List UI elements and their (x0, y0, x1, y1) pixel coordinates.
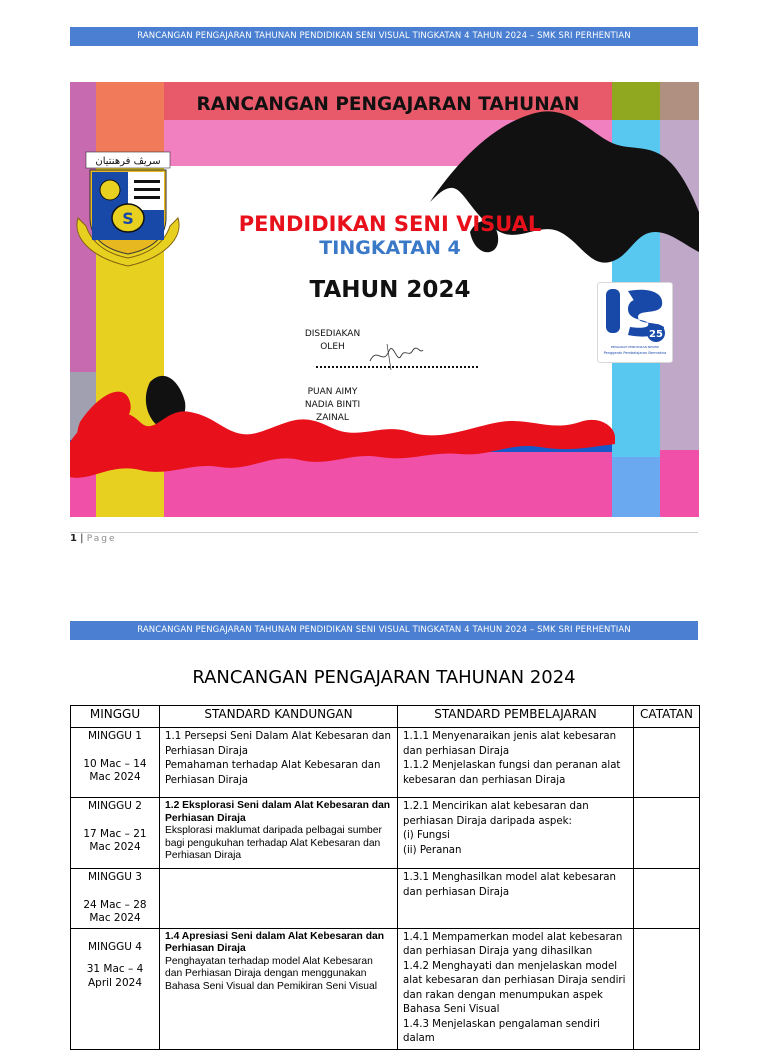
footer-rule (70, 532, 698, 533)
week-dates: 31 Mac – 4 April 2024 (86, 963, 144, 989)
running-header: RANCANGAN PENGAJARAN TAHUNAN PENDIDIKAN SENI VISUAL TINGKATAN 4 TAHUN 2024 – SMK SRI PERHENTIAN (70, 27, 698, 46)
svg-text:S: S (122, 209, 134, 228)
page-separator: | (80, 533, 84, 544)
learning-standard-cell (398, 798, 634, 869)
content-standard-cell (160, 928, 398, 1049)
week-dates: 10 Mac – 14 Mac 2024 (83, 757, 147, 783)
content-standard-line: Penghayatan terhadap model Alat Kebesaran dan Perhiasan Diraja dengan menggunakan Bahasa Seni Visual dan Pemikiran Seni Visual (165, 955, 377, 992)
content-standard-line: Eksplorasi maklumat daripada pelbagai sumber bagi pengukuhan terhadap Alat Kebesaran dan Perhiasan Diraja (165, 825, 382, 861)
week-cell (71, 928, 160, 1049)
signature-dotted-line (316, 366, 478, 368)
notes-cell (634, 798, 700, 869)
week-dates: 17 Mac – 21 Mac 2024 (83, 827, 147, 853)
learning-standard-line: 1.2.1 Mencirikan alat kebesaran dan perhiasan Diraja daripada aspek: (403, 801, 589, 827)
running-header-2: RANCANGAN PENGAJARAN TAHUNAN PENDIDIKAN SENI VISUAL TINGKATAN 4 TAHUN 2024 – SMK SRI PERHENTIAN (70, 621, 698, 640)
week-label: MINGGU 1 (88, 730, 142, 742)
table-row (71, 928, 700, 1049)
teacher-name-3: ZAINAL (316, 413, 349, 423)
learning-standard-line: 1.4.2 Menghayati dan menjelaskan model alat kebesaran dan perhiasan Diraja sendiri dan rakan dengan menumpukan aspek Bahasa Seni Visual (403, 960, 626, 1015)
content-standard-heading: 1.4 Apresiasi Seni dalam Alat Kebesaran dan Perhiasan Diraja (165, 930, 384, 954)
learning-standard-line: 1.4.1 Mempamerkan model alat kebesaran dan perhiasan Diraja yang dihasilkan (403, 931, 623, 957)
learning-standard-cell (398, 728, 634, 798)
page-word: Page (86, 534, 117, 544)
teacher-name-2: NADIA BINTI (304, 400, 361, 410)
learning-standard-line: 1.1.2 Menjelaskan fungsi dan peranan alat kebesaran dan perhiasan Diraja (403, 760, 621, 786)
department-logo (597, 282, 673, 363)
notes-cell (634, 728, 700, 798)
week-label: MINGGU 2 (88, 800, 142, 812)
col-header-week: MINGGU (71, 706, 160, 728)
week-dates: 24 Mac – 28 Mac 2024 (83, 898, 147, 924)
week-cell (71, 798, 160, 869)
lesson-plan-table (70, 705, 700, 1050)
page-number: 1 (70, 533, 77, 544)
content-standard-cell (160, 728, 398, 798)
prepared-by-label-1: DISEDIAKAN (304, 329, 361, 339)
content-standard-cell (160, 869, 398, 929)
learning-standard-line: 1.4.3 Menjelaskan pengalaman sendiri dalam (403, 1018, 600, 1044)
department-logo-icon (598, 283, 672, 345)
table-row (71, 798, 700, 869)
week-label: MINGGU 4 (88, 940, 142, 953)
logo-caption-2: Penggerak Pembelajaran Bermakna (603, 351, 667, 355)
col-header-learning-standard: STANDARD PEMBELAJARAN (398, 706, 634, 728)
cover-form: TINGKATAN 4 (319, 237, 461, 259)
week-cell (71, 869, 160, 929)
learning-standard-line: (i) Fungsi (403, 830, 450, 841)
cover-title: RANCANGAN PENGAJARAN TAHUNAN (196, 94, 580, 115)
week-label: MINGGU 3 (88, 871, 142, 883)
teacher-name-1: PUAN AIMY (307, 387, 358, 397)
notes-cell (634, 869, 700, 929)
col-header-notes: CATATAN (634, 706, 700, 728)
learning-standard-cell (398, 928, 634, 1049)
cover-page (70, 82, 699, 517)
content-standard-cell (160, 798, 398, 869)
col-header-content-standard: STANDARD KANDUNGAN (160, 706, 398, 728)
notes-cell (634, 928, 700, 1049)
document-title: RANCANGAN PENGAJARAN TAHUNAN 2024 (192, 667, 576, 688)
school-crest-icon (72, 148, 184, 274)
learning-standard-cell (398, 869, 634, 929)
page-footer (70, 533, 117, 544)
table-header-row (71, 706, 700, 728)
logo-caption-1: PENGARAH PENDIDIKAN NEGERI (610, 345, 660, 349)
prepared-by-label-2: OLEH (320, 342, 345, 352)
crest-jawi-text: سريڤ فرهنتيان (95, 156, 161, 167)
learning-standard-line: (ii) Peranan (403, 844, 462, 856)
cover-subject: PENDIDIKAN SENI VISUAL (238, 212, 542, 236)
content-standard-heading: 1.2 Eksplorasi Seni dalam Alat Kebesaran dan Perhiasan Diraja (165, 800, 391, 824)
content-standard-line: 1.1 Persepsi Seni Dalam Alat Kebesaran dan Perhiasan Diraja (165, 731, 391, 757)
learning-standard-line: 1.1.1 Menyenaraikan jenis alat kebesaran dan perhiasan Diraja (403, 731, 617, 757)
learning-standard-line: 1.3.1 Menghasilkan model alat kebesaran dan perhiasan Diraja (403, 872, 616, 898)
cover-year: TAHUN 2024 (309, 277, 471, 303)
table-row (71, 869, 700, 929)
table-row (71, 728, 700, 798)
logo-number: 25 (649, 329, 663, 340)
week-cell (71, 728, 160, 798)
content-standard-line: Pemahaman terhadap Alat Kebesaran dan Perhiasan Diraja (165, 760, 381, 786)
